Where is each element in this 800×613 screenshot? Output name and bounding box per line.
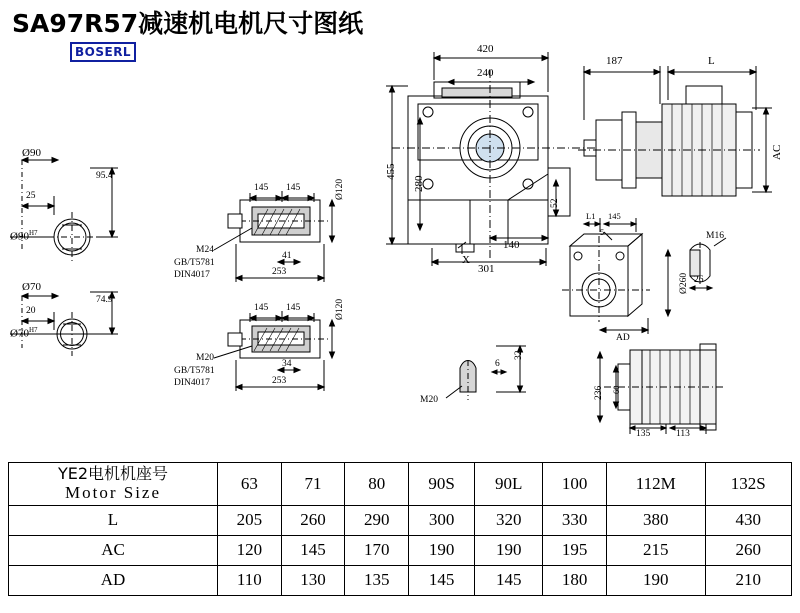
table-cell: 300 — [409, 505, 475, 535]
table-cell: 290 — [345, 505, 409, 535]
table-cell: 190 — [475, 535, 543, 565]
table-header-row — [9, 463, 792, 506]
table-cell: 205 — [218, 505, 282, 535]
table-cell: 145 — [475, 565, 543, 595]
row-label: L — [9, 505, 218, 535]
dim-AD: AD — [616, 333, 630, 343]
dim-240: 240 — [477, 67, 494, 79]
dim-d90-top: Ø90 — [22, 147, 41, 159]
dim-L1: L1 — [586, 211, 596, 221]
label-din4017-b: DIN4017 — [174, 378, 210, 388]
dim-41: 41 — [282, 251, 292, 261]
dim-d90-h7: $Ø90^{H7}$ — [10, 229, 38, 243]
dim-60: 60 — [611, 385, 621, 394]
dim-95-4: 95.4 — [96, 171, 113, 181]
table-cell: 135 — [345, 565, 409, 595]
gearbox-main-view — [386, 52, 596, 266]
table-cell: 215 — [606, 535, 705, 565]
row-label: AC — [9, 535, 218, 565]
table-cell: 180 — [543, 565, 607, 595]
table-cell: 130 — [281, 565, 345, 595]
label-gbt5781-b: GB/T5781 — [174, 366, 215, 376]
dim-113: 113 — [676, 429, 690, 439]
row-label: AD — [9, 565, 218, 595]
label-m20-b: M20 — [420, 395, 438, 405]
label-m20-a: M20 — [196, 353, 214, 363]
dim-420: 420 — [477, 43, 494, 55]
dim-d120-a: Ø120 — [335, 178, 345, 200]
motor-size-cell: 63 — [218, 463, 282, 506]
dim-AC: AC — [771, 144, 783, 160]
motor-size-cell: 112M — [606, 463, 705, 506]
dim-135: 135 — [636, 429, 651, 439]
dim-5: 5 — [600, 227, 605, 237]
header-label-en: Motor Size — [64, 483, 162, 503]
table-row — [9, 565, 792, 595]
table-cell: 320 — [475, 505, 543, 535]
dim-d70-top: Ø70 — [22, 281, 41, 293]
table-cell: 260 — [281, 505, 345, 535]
dim-20: 20 — [26, 306, 36, 316]
table-cell: 170 — [345, 535, 409, 565]
dim-32: 32 — [514, 350, 524, 360]
table-cell: 190 — [606, 565, 705, 595]
table-cell: 380 — [606, 505, 705, 535]
dim-6: 6 — [495, 359, 500, 369]
dim-280: 280 — [413, 175, 425, 192]
dim-74-9: 74.9 — [96, 295, 113, 305]
table-cell: 145 — [409, 565, 475, 595]
table-cell: 260 — [705, 535, 791, 565]
motor-spec-table — [8, 462, 792, 596]
dim-236: 236 — [594, 385, 604, 400]
dim-145-b2: 145 — [286, 303, 301, 313]
dim-L-top: L — [708, 55, 715, 67]
page-title: SA97R57减速机电机尺寸图纸 — [12, 9, 364, 38]
label-din4017-a: DIN4017 — [174, 270, 210, 280]
table-cell: 120 — [218, 535, 282, 565]
dim-145-a1: 145 — [254, 183, 269, 193]
table-cell: 330 — [543, 505, 607, 535]
bevel-unit-view — [562, 234, 671, 334]
table-cell: 145 — [281, 535, 345, 565]
table-cell: 110 — [218, 565, 282, 595]
label-gbt5781-a: GB/T5781 — [174, 258, 215, 268]
label-m24: M24 — [196, 245, 214, 255]
motor-size-cell: 132S — [705, 463, 791, 506]
dim-52: 52 — [550, 198, 560, 208]
dim-187: 187 — [606, 55, 623, 67]
table-cell: 195 — [543, 535, 607, 565]
brand-logo: BOSERL — [70, 42, 136, 62]
motor-size-cell: 90L — [475, 463, 543, 506]
motor-size-cell: 71 — [281, 463, 345, 506]
motor-size-cell: 90S — [409, 463, 475, 506]
header-label-cn: YE2电机机座号 — [57, 464, 169, 483]
dim-25: 25 — [26, 191, 36, 201]
table-row — [9, 535, 792, 565]
table-cell: 190 — [409, 535, 475, 565]
dim-145-c: 145 — [608, 211, 621, 221]
dim-26: 26 — [694, 275, 704, 285]
dim-301: 301 — [478, 263, 495, 275]
dim-d70-h7: $Ø70^{H7}$ — [10, 326, 38, 340]
dim-145-a2: 145 — [286, 183, 301, 193]
dim-140: 140 — [503, 239, 520, 251]
dim-34: 34 — [282, 359, 292, 369]
dim-253-a: 253 — [272, 267, 287, 277]
table-cell: 430 — [705, 505, 791, 535]
table-cell: 210 — [705, 565, 791, 595]
table-row — [9, 505, 792, 535]
dim-253-b: 253 — [272, 376, 287, 386]
motor-size-cell: 80 — [345, 463, 409, 506]
dim-145-b1: 145 — [254, 303, 269, 313]
dim-d120-b: Ø120 — [335, 298, 345, 320]
motor-size-cell: 100 — [543, 463, 607, 506]
table-header-label — [9, 463, 218, 506]
motor-spec-table-wrapper — [8, 462, 792, 596]
dim-d260: Ø260 — [679, 272, 689, 294]
dim-455: 455 — [385, 163, 397, 180]
label-m16: M16 — [706, 231, 724, 241]
label-x-mark: X — [462, 254, 470, 266]
